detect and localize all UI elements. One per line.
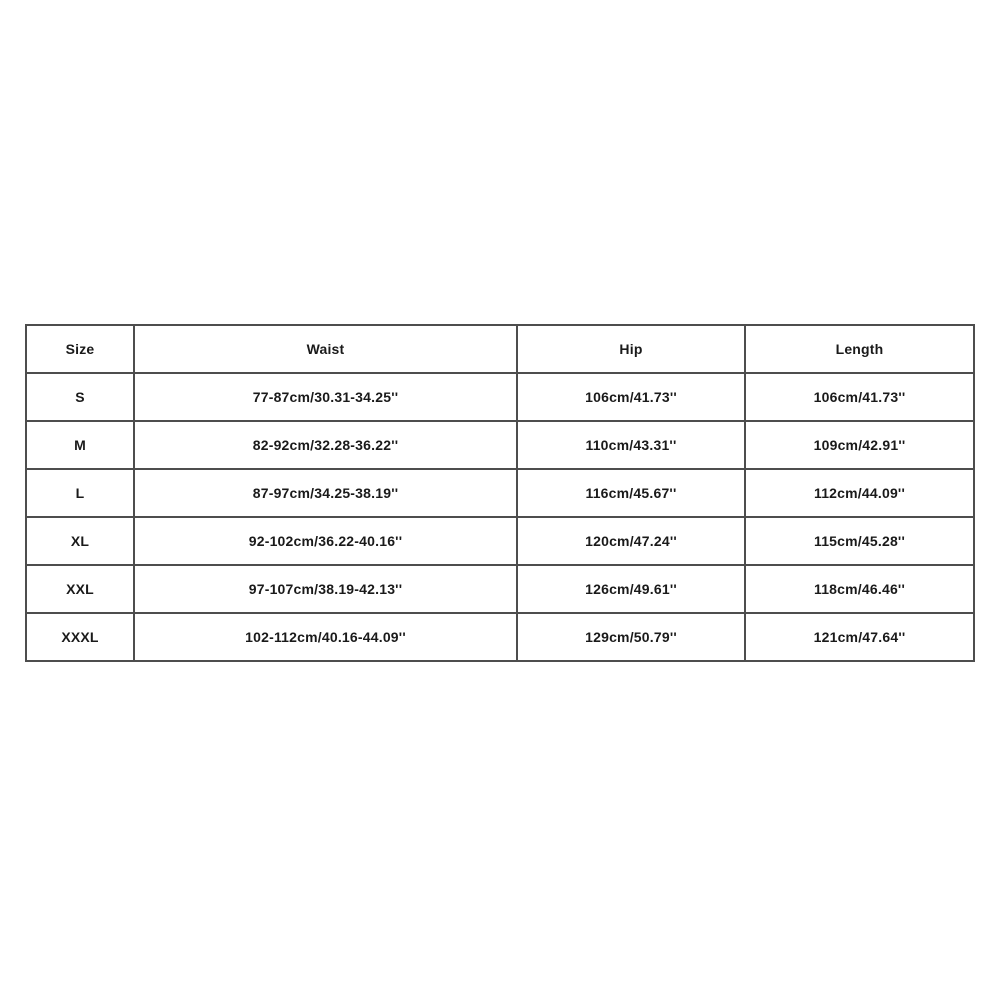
length-cell: 106cm/41.73'' [745, 373, 974, 421]
hip-cell: 116cm/45.67'' [517, 469, 745, 517]
size-cell: XL [26, 517, 134, 565]
waist-cell: 82-92cm/32.28-36.22'' [134, 421, 517, 469]
size-cell: S [26, 373, 134, 421]
header-hip: Hip [517, 325, 745, 373]
table-row [26, 613, 974, 661]
length-cell: 121cm/47.64'' [745, 613, 974, 661]
waist-cell: 102-112cm/40.16-44.09'' [134, 613, 517, 661]
length-cell: 112cm/44.09'' [745, 469, 974, 517]
table-row [26, 517, 974, 565]
size-cell: M [26, 421, 134, 469]
table-header-row [26, 325, 974, 373]
header-length: Length [745, 325, 974, 373]
table-row [26, 421, 974, 469]
size-cell: XXXL [26, 613, 134, 661]
length-cell: 115cm/45.28'' [745, 517, 974, 565]
waist-cell: 77-87cm/30.31-34.25'' [134, 373, 517, 421]
hip-cell: 129cm/50.79'' [517, 613, 745, 661]
size-cell: L [26, 469, 134, 517]
table-row [26, 373, 974, 421]
waist-cell: 87-97cm/34.25-38.19'' [134, 469, 517, 517]
table-row [26, 565, 974, 613]
waist-cell: 92-102cm/36.22-40.16'' [134, 517, 517, 565]
hip-cell: 120cm/47.24'' [517, 517, 745, 565]
size-chart-table [25, 324, 975, 662]
hip-cell: 126cm/49.61'' [517, 565, 745, 613]
header-waist: Waist [134, 325, 517, 373]
waist-cell: 97-107cm/38.19-42.13'' [134, 565, 517, 613]
size-cell: XXL [26, 565, 134, 613]
hip-cell: 110cm/43.31'' [517, 421, 745, 469]
length-cell: 109cm/42.91'' [745, 421, 974, 469]
length-cell: 118cm/46.46'' [745, 565, 974, 613]
header-size: Size [26, 325, 134, 373]
table-row [26, 469, 974, 517]
hip-cell: 106cm/41.73'' [517, 373, 745, 421]
